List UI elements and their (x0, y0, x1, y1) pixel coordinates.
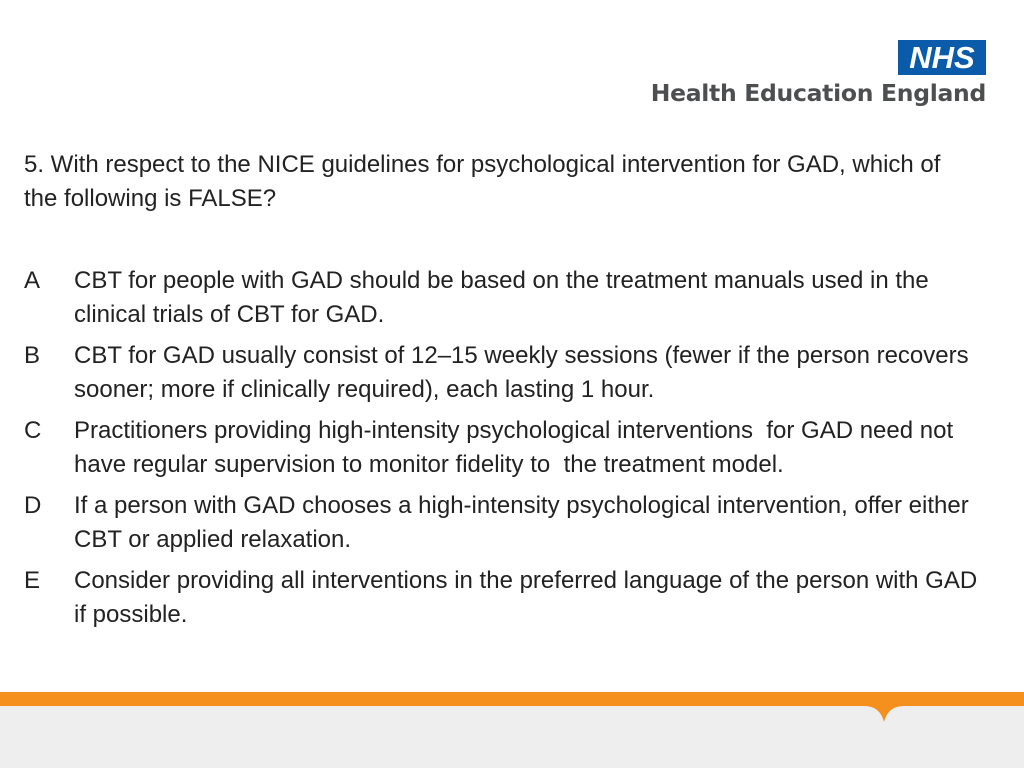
option-text: If a person with GAD chooses a high-intensity psychological intervention, offer either CBT or applied relaxation. (74, 492, 976, 553)
option-text: CBT for GAD usually consist of 12–15 weekly sessions (fewer if the person recovers sooner; more if clinically required), each lasting 1 hour. (74, 342, 976, 403)
option-letter: C (24, 417, 42, 444)
hee-logo (640, 40, 986, 112)
option-b (24, 339, 984, 407)
option-text: Practitioners providing high-intensity psychological interventions for GAD need not have regular supervision to monitor fidelity to the treatment model. (74, 417, 960, 478)
option-c (24, 414, 984, 482)
question-text: 5. With respect to the NICE guidelines for psychological intervention for GAD, which of the following is FALSE? (24, 151, 941, 212)
nhs-logo-box: NHS (898, 40, 986, 75)
footer-notch-shape (864, 706, 904, 724)
footer-orange-bar (0, 692, 1024, 706)
option-text: Consider providing all interventions in the preferred language of the person with GAD if possible. (74, 567, 984, 628)
option-letter: D (24, 492, 42, 519)
option-a (24, 264, 984, 332)
option-e (24, 564, 984, 632)
option-text: CBT for people with GAD should be based on the treatment manuals used in the clinical trials of CBT for GAD. (74, 267, 936, 328)
organisation-name: Health Education England (650, 79, 986, 107)
option-letter: B (24, 342, 41, 369)
option-letter: A (24, 267, 41, 294)
option-letter: E (24, 567, 41, 594)
answer-options (24, 264, 984, 639)
option-d (24, 489, 984, 557)
